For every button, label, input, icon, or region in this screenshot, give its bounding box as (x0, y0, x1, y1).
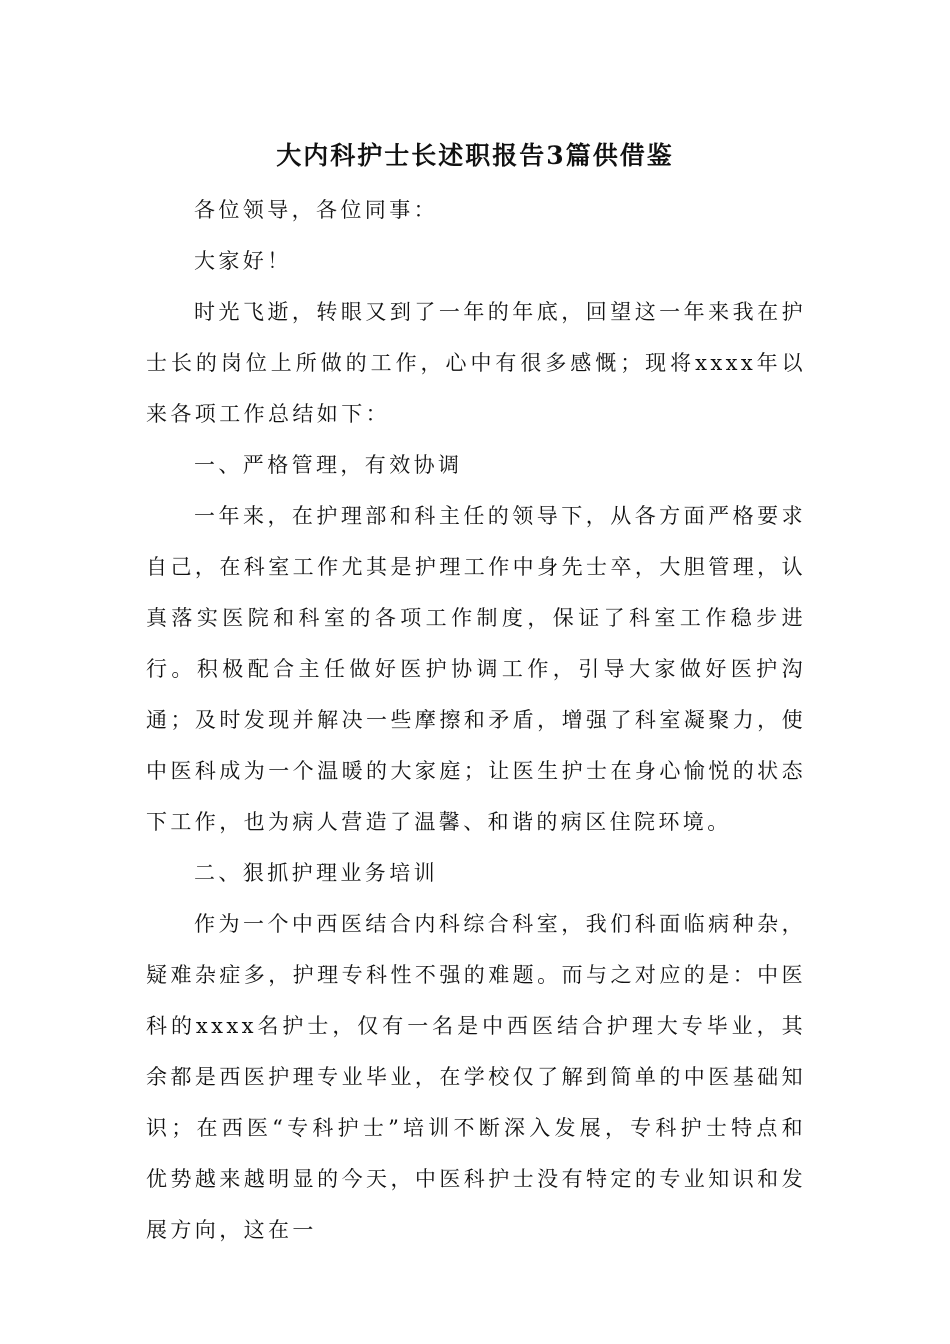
document-title: 大内科护士长述职报告3篇供借鉴 (276, 141, 674, 170)
section-2-heading: 二、狠抓护理业务培训 (194, 861, 438, 885)
document-body (146, 185, 806, 1256)
section-1-paragraph: 一年来，在护理部和科主任的领导下，从各方面严格要求自己，在科室工作尤其是护理工作中身先士卒，大胆管理，认真落实医院和科室的各项工作制度，保证了科室工作稳步进行。积极配合主任做好医护协调工作，引导大家做好医护沟通；及时发现并解决一些摩擦和矛盾，增强了科室凝聚力，使中医科成为一个温暖的大家庭；让医生护士在身心愉悦的状态下工作，也为病人营造了温馨、和谐的病区住院环境。 (146, 504, 806, 834)
greeting: 大家好！ (194, 249, 292, 273)
salutation: 各位领导，各位同事： (194, 198, 438, 222)
section-2-paragraph: 作为一个中西医结合内科综合科室，我们科面临病种杂，疑难杂症多，护理专科性不强的难题。而与之对应的是：中医科的xxxx名护士，仅有一名是中西医结合护理大专毕业，其余都是西医护理专业毕业，在学校仅了解到简单的中医基础知识；在西医“专科护士”培训不断深入发展，专科护士特点和优势越来越明显的今天，中医科护士没有特定的专业知识和发展方向，这在一 (146, 912, 806, 1242)
intro-paragraph: 时光飞逝，转眼又到了一年的年底，回望这一年来我在护士长的岗位上所做的工作，心中有很多感慨；现将xxxx年以来各项工作总结如下： (146, 300, 806, 426)
section-1-heading: 一、严格管理，有效协调 (194, 453, 463, 477)
